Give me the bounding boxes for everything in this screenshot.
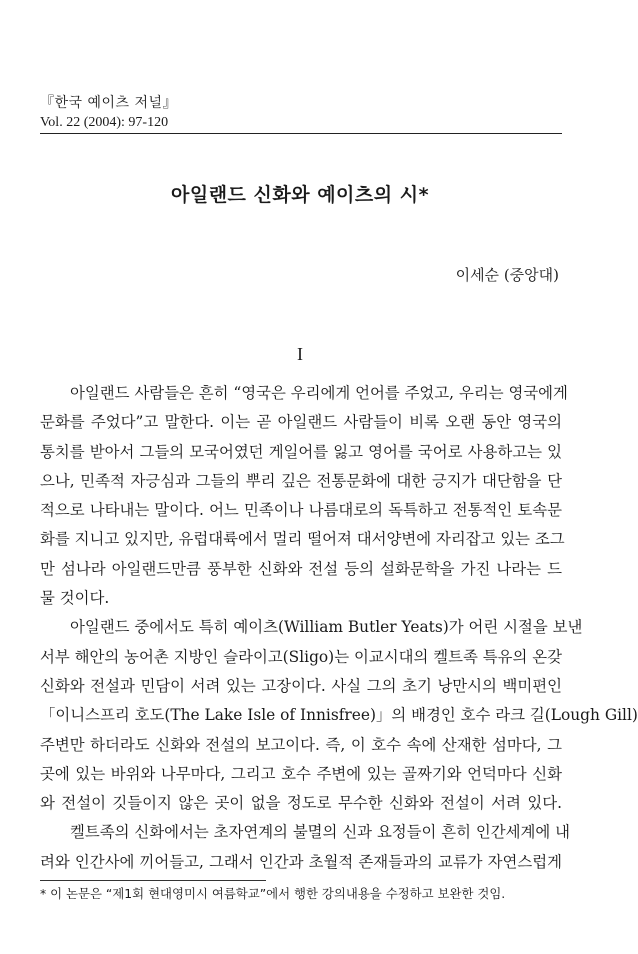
body-line: 곳에 있는 바위와 나무마다, 그리고 호수 주변에 있는 골짜기와 언덕마다 신화 — [40, 764, 562, 783]
body-line: 려와 인간사에 끼어들고, 그래서 인간과 초월적 존재들과의 교류가 자연스럽게 — [40, 852, 562, 871]
journal-volume: Vol. 22 (2004): 97-120 — [40, 115, 562, 134]
section-heading: I — [297, 344, 303, 364]
body-line: 화를 지니고 있지만, 유럽대륙에서 멀리 떨어져 대서양변에 자리잡고 있는 조그 — [40, 530, 565, 549]
article-title: 아일랜드 신화와 예이츠의 시* — [170, 184, 430, 206]
body-line: 으나, 민족적 자긍심과 그들의 뿌리 깊은 전통문화에 대한 긍지가 대단함을 단 — [40, 471, 562, 490]
body-line: 주변만 하더라도 신화와 전설의 보고이다. 즉, 이 호수 속에 산재한 섬마다, 그 — [40, 735, 562, 754]
body-line: 만 섬나라 아일랜드만큼 풍부한 신화와 전설 등의 설화문학을 가진 나라는 드 — [40, 559, 562, 578]
body-line: 적으로 나타내는 말이다. 어느 민족이나 나름대로의 독특하고 전통적인 토속문 — [40, 501, 562, 520]
body-line: 켈트족의 신화에서는 초자연계의 불멸의 신과 요정들이 흔히 인간세계에 내 — [70, 823, 571, 842]
article-author: 이세순 (중앙대) — [455, 266, 559, 284]
body-line: 신화와 전설과 민담이 서려 있는 고장이다. 사실 그의 초기 낭만시의 백미편인 — [40, 676, 562, 695]
body-text — [40, 379, 638, 877]
body-line: 통치를 받아서 그들의 모국어였던 게일어를 잃고 영어를 국어로 사용하고는 있 — [40, 442, 562, 461]
footnote-divider — [40, 880, 266, 881]
body-line: 문화를 주었다”고 말한다. 이는 곧 아일랜드 사람들이 비록 오랜 동안 영국의 — [40, 413, 562, 432]
body-line: 와 전설이 깃들이지 않은 곳이 없을 정도로 무수한 신화와 전설이 서려 있다. — [40, 794, 562, 813]
body-line: 물 것이다. — [40, 589, 110, 608]
journal-name: 『한국 예이츠 저널』 — [40, 95, 178, 111]
body-line: 아일랜드 중에서도 특히 예이츠(William Butler Yeats)가 어린 시절을 보낸 — [70, 618, 583, 637]
body-line: 아일랜드 사람들은 흔히 “영국은 우리에게 언어를 주었고, 우리는 영국에게 — [70, 384, 568, 402]
body-line: 「이니스프리 호도(The Lake Isle of Innisfree)」의 배경인 호수 라크 길(Lough Gill) — [40, 706, 638, 725]
footnote: * 이 논문은 “제1회 현대영미시 여름학교”에서 행한 강의내용을 수정하고 보완한 것임. — [40, 886, 506, 901]
body-line: 서부 해안의 농어촌 지방인 슬라이고(Sligo)는 이교시대의 켈트족 특유의 온갖 — [40, 647, 562, 666]
